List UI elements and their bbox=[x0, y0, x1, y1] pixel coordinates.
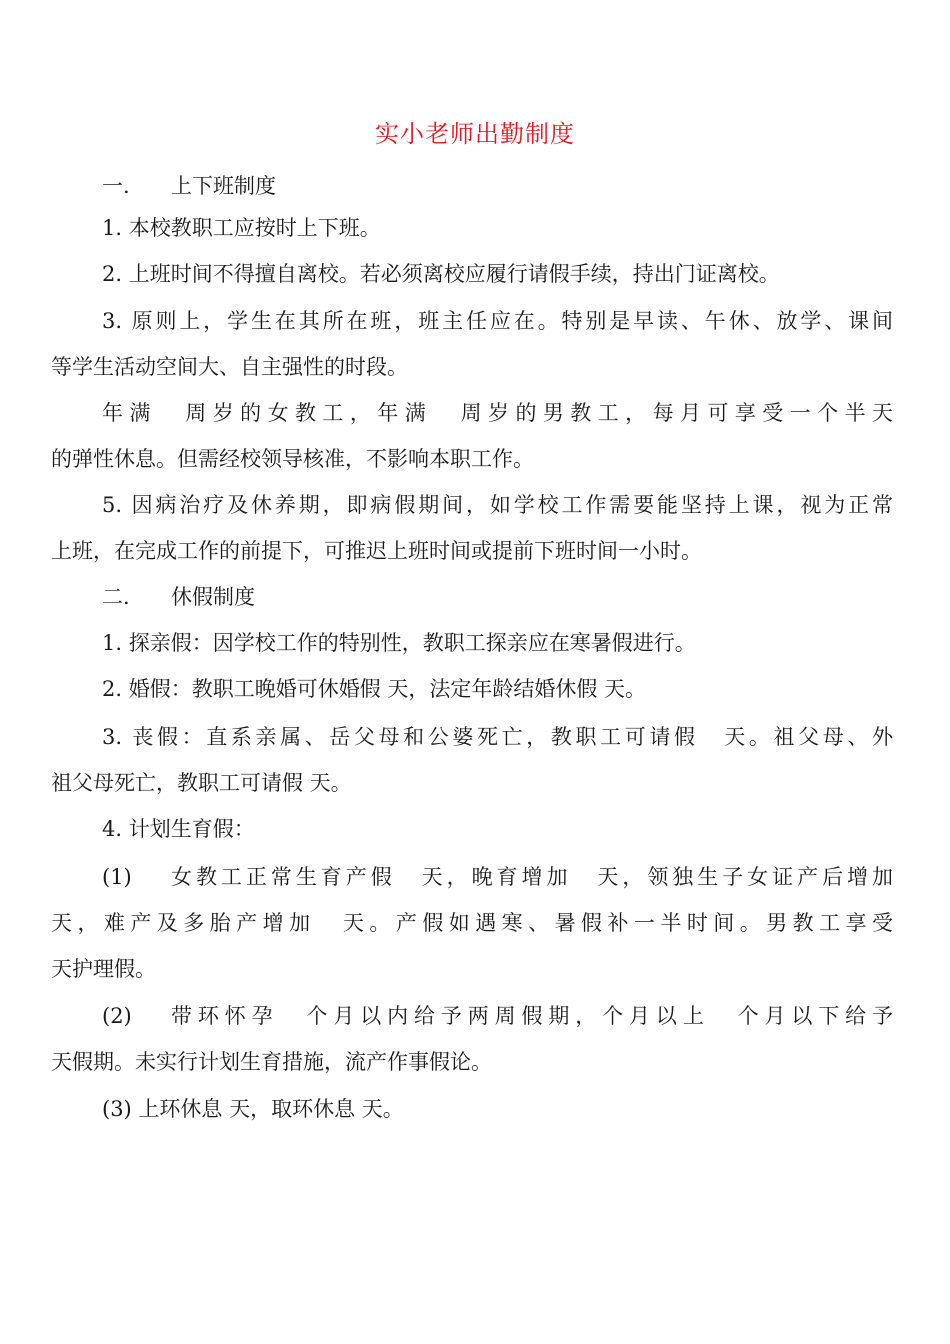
item-2-part-b: 个月以内给予两周假期，个月以上 bbox=[300, 1004, 710, 1028]
item-3: (3) 上环休息 天，取环休息 天。 bbox=[102, 1097, 404, 1121]
item-1-line-3: 天护理假。 bbox=[51, 957, 156, 981]
paragraph-1-4-part-c: 周岁的男教工，每月可享受一个半天 bbox=[454, 401, 894, 425]
item-2-number: (2) bbox=[102, 1004, 132, 1028]
paragraph-2-3-line-2: 祖父母死亡，教职工可请假 天。 bbox=[51, 771, 352, 795]
item-1-line-2-part-b: 天。产假如遇寒、暑假补一半时间。男教工享受 bbox=[337, 911, 893, 935]
paragraph-1-2: 2. 上班时间不得擅自离校。若必须离校应履行请假手续，持出门证离校。 bbox=[102, 262, 780, 286]
item-1-line-2 bbox=[51, 908, 893, 938]
section-2-heading: 休假制度 bbox=[171, 585, 255, 609]
item-1-line-1 bbox=[171, 862, 893, 892]
paragraph-2-1: 1. 探亲假：因学校工作的特别性，教职工探亲应在寒暑假进行。 bbox=[102, 631, 696, 655]
section-2-number: 二. bbox=[102, 585, 130, 609]
item-2-part-a: 带环怀孕 bbox=[171, 1004, 279, 1028]
paragraph-1-1: 1. 本校教职工应按时上下班。 bbox=[102, 216, 381, 240]
paragraph-2-2: 2. 婚假：教职工晚婚可休婚假 天，法定年龄结婚休假 天。 bbox=[102, 677, 647, 701]
paragraph-2-3-part-a: 3. 丧假：直系亲属、岳父母和公婆死亡，教职工可请假 bbox=[102, 725, 699, 749]
item-1-line-2-part-a: 天，难产及多胎产增加 bbox=[51, 911, 316, 935]
paragraph-2-3-line-1 bbox=[102, 722, 893, 752]
paragraph-1-4-part-b: 周岁的女教工，年满 bbox=[178, 401, 433, 425]
paragraph-2-3-part-b: 天。祖父母、外 bbox=[720, 725, 893, 749]
section-1-number: 一. bbox=[102, 174, 130, 198]
paragraph-1-4-part-a: 年满 bbox=[102, 401, 157, 425]
paragraph-1-4-line-1 bbox=[102, 398, 893, 428]
paragraph-1-5-line-1: 5. 因病治疗及休养期，即病假期间，如学校工作需要能坚持上课，视为正常 bbox=[102, 493, 893, 517]
paragraph-1-3-line-2: 等学生活动空间大、自主强性的时段。 bbox=[51, 355, 408, 379]
paragraph-2-4: 4. 计划生育假： bbox=[102, 817, 255, 841]
item-2-part-c: 个月以下给予 bbox=[731, 1004, 894, 1028]
item-1-part-c: 天，领独生子女证产后增加 bbox=[593, 865, 894, 889]
item-2-line-1 bbox=[171, 1001, 893, 1031]
item-2-line-2: 天假期。未实行计划生育措施，流产作事假论。 bbox=[51, 1050, 492, 1074]
section-1-heading: 上下班制度 bbox=[171, 174, 276, 198]
document-title: 实小老师出勤制度 bbox=[375, 120, 575, 148]
paragraph-1-5-line-2: 上班，在完成工作的前提下，可推迟上班时间或提前下班时间一小时。 bbox=[51, 539, 702, 563]
item-1-part-b: 天，晚育增加 bbox=[417, 865, 572, 889]
item-1-part-a: 女教工正常生育产假 bbox=[171, 865, 396, 889]
paragraph-1-3-line-1: 3. 原则上，学生在其所在班，班主任应在。特别是早读、午休、放学、课间 bbox=[102, 309, 893, 333]
paragraph-1-4-line-2: 的弹性休息。但需经校领导核准，不影响本职工作。 bbox=[51, 447, 534, 471]
item-1-number: (1) bbox=[102, 865, 132, 889]
